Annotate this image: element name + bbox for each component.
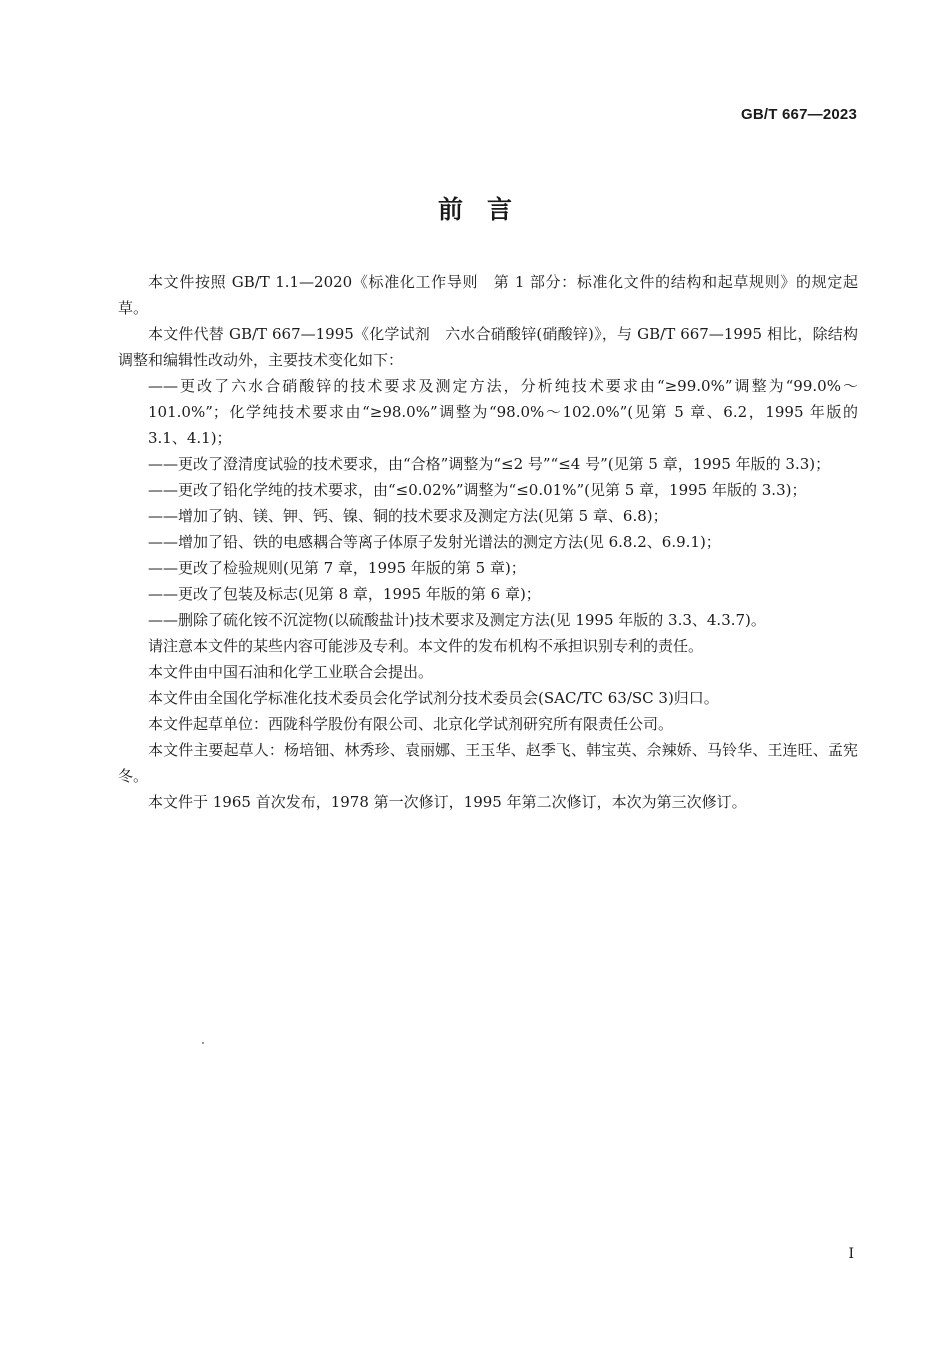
- paragraph-history: 本文件于 1965 首次发布，1978 第一次修订，1995 年第二次修订，本次为第三次修订。: [148, 793, 747, 811]
- paragraph-committee: 本文件由全国化学标准化技术委员会化学试剂分技术委员会(SAC/TC 63/SC 3)归口。: [148, 689, 719, 707]
- paragraph-patent-notice: 请注意本文件的某些内容可能涉及专利。本文件的发布机构不承担识别专利的责任。: [148, 637, 704, 655]
- paragraph-drafting-units: 本文件起草单位：西陇科学股份有限公司、北京化学试剂研究所有限责任公司。: [148, 715, 674, 733]
- preface-body: [118, 269, 858, 815]
- list-item-change: ——更改了铅化学纯的技术要求，由“≤0.02%”调整为“≤0.01%”(见第 5 章，1995 年版的 3.3)；: [148, 481, 807, 499]
- paragraph-drafters: 本文件主要起草人：杨培钿、林秀珍、袁丽娜、王玉华、赵季飞、韩宝英、佘辣娇、马铃华、王连旺、孟宪冬。: [118, 741, 858, 785]
- list-item-change: ——删除了硫化铵不沉淀物(以硫酸盐计)技术要求及测定方法(见 1995 年版的 3.3、4.3.7)。: [148, 611, 766, 629]
- list-item-change: ——更改了包装及标志(见第 8 章，1995 年版的第 6 章)；: [148, 585, 541, 603]
- paragraph-proposer: 本文件由中国石油和化学工业联合会提出。: [148, 663, 434, 681]
- page-title: 前言: [437, 195, 536, 224]
- list-item-change: ——更改了澄清度试验的技术要求，由“合格”调整为“≤2 号”“≤4 号”(见第 5 章，1995 年版的 3.3)；: [148, 455, 831, 473]
- list-item-change: ——更改了六水合硝酸锌的技术要求及测定方法，分析纯技术要求由“≥99.0%”调整为“99.0%～101.0%”；化学纯技术要求由“≥98.0%”调整为“98.0%～102.0%”(见第 5 章、6.2，1995 年版的 3.1、4.1)；: [148, 377, 858, 447]
- paragraph-replacement: 本文件代替 GB/T 667—1995《化学试剂 六水合硝酸锌(硝酸锌)》，与 GB/T 667—1995 相比，除结构调整和编辑性改动外，主要技术变化如下：: [118, 325, 858, 369]
- list-item-change: ——更改了检验规则(见第 7 章，1995 年版的第 5 章)；: [148, 559, 526, 577]
- standard-code: GB/T 667—2023: [741, 106, 857, 123]
- scan-speck: [202, 1042, 204, 1044]
- page-number: I: [848, 1246, 854, 1262]
- paragraph-drafting-rule: 本文件按照 GB/T 1.1—2020《标准化工作导则 第 1 部分：标准化文件的结构和起草规则》的规定起草。: [118, 273, 858, 317]
- list-item-change: ——增加了铅、铁的电感耦合等离子体原子发射光谱法的测定方法(见 6.8.2、6.9.1)；: [148, 533, 721, 551]
- list-item-change: ——增加了钠、镁、钾、钙、镍、铜的技术要求及测定方法(见第 5 章、6.8)；: [148, 507, 668, 525]
